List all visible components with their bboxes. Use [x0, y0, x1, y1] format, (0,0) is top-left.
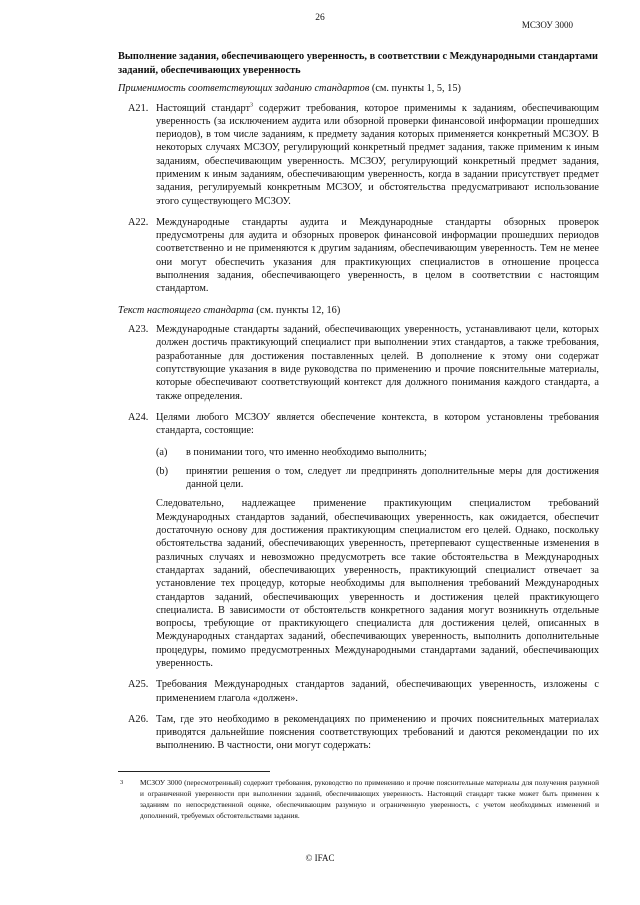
- paragraph-a24: [118, 411, 599, 438]
- paragraph-number: A22.: [128, 216, 149, 228]
- footnote-reference[interactable]: 3: [250, 102, 254, 109]
- subheading-applicability-refs: (см. пункты 1, 5, 15): [369, 83, 461, 94]
- copyright-footer: © IFAC: [305, 853, 335, 863]
- paragraph-text-continued: содержит требования, которое применимы к заданиям, обеспечивающим уверенность (за исключением аудита или обзорной проверки финансовой информации прошедших периодов), в том числе заданиям, к предмету задания которых применяется конкретный МСЗОУ. В некоторых случаях МСЗОУ, регулирующий конкретный предмет задания, также применим к иным заданиям, обеспечивающим уверенность. МСЗОУ, регулирующий конкретный предмет задания, применим к иным заданиям, обеспечивающим уверенность, когда в задании присутствует предмет задания, регулируемый конкретным МСЗОУ, и обстоятельства предусматривают использование этого существующего МСЗОУ.: [156, 102, 599, 207]
- paragraph-a24-continuation: Следовательно, надлежащее применение практикующим специалистом требований Международных стандартов заданий, обеспечивающих уверенность, как ожидается, обеспечит достаточную основу для достижения практикующим специалистом его целей. Однако, поскольку обстоятельства заданий, обеспечивающих уверенность, претерпевают существенные изменения в различных случаях и невозможно предусмотреть все такие обстоятельства в Международных стандартах заданий, обеспечивающих уверенность, практикующий специалист отвечает за установление тех процедур, которые необходимы для выполнения требований Международных стандартов заданий, обеспечивающих уверенность и достижения целей практикующего специалиста. В зависимости от обстоятельств конкретного задания могут возникнуть отдельные вопросы, требующие от практикующего специалиста для достижения целей, описанных в Международных стандартах заданий, обеспечивающих уверенность, выполнить дополнительные процедуры, помимо предусмотренных Международными стандартами заданий, обеспечивающих уверенность.: [156, 498, 599, 669]
- paragraph-text: Международные стандарты заданий, обеспечивающих уверенность, устанавливают цели, которых должен достичь практикующий специалист при выполнении этих стандартов, а также требования, разработанные для достижения поставленных целей. В дополнение к этому они содержат сопутствующие указания в виде руководства по применению и прочие пояснительные материалы, которые обеспечивают соответствующий контекст для должного понимания каждого стандарта, а также определения.: [156, 324, 599, 402]
- paragraph-text: Целями любого МСЗОУ является обеспечение контекста, в котором установлены требования стандарта, состоящие:: [156, 411, 599, 437]
- subheading-applicability: [118, 82, 599, 96]
- footnote: [118, 777, 599, 821]
- footnote-number: 3: [120, 779, 124, 786]
- paragraph-text: Там, где это необходимо в рекомендациях по применению и прочих пояснительных материалах приводятся дальнейшие пояснения соответствующих требований и даются рекомендации по их выполнению. В частности, они могут содержать:: [156, 713, 599, 752]
- subheading-text-title: Текст настоящего стандарта: [118, 304, 254, 316]
- paragraph-number: A21.: [128, 102, 149, 114]
- paragraph-a23: [118, 323, 599, 403]
- paragraph-number: A25.: [128, 679, 149, 691]
- paragraph-number: A23.: [128, 324, 149, 336]
- list-item-text: принятии решения о том, следует ли предпринять дополнительные меры для достижения данной цели.: [186, 465, 599, 491]
- footnote-text: МСЗОУ 3000 (пересмотренный) содержит требования, руководство по применению и прочие пояснительные материалы для получения разумной и ограниченной уверенности при выполнении заданий, обеспечивающих уверенность. Настоящий стандарт также может быть применен к заданиям по непосредственной оценке, обеспечивающим разумную и ограниченную уверенность, с учетом необходимых изменений и дополнений, требуемых обстоятельствами задания.: [140, 778, 599, 820]
- paragraph-text: Настоящий стандарт: [156, 102, 251, 114]
- list-item-text: в понимании того, что именно необходимо выполнить;: [186, 446, 427, 458]
- page-number: 26: [315, 13, 325, 23]
- section-heading: Выполнение задания, обеспечивающего уверенность, в соответствии с Международными стандартами заданий, обеспечивающих уверенность: [118, 51, 598, 76]
- paragraph-a25: [118, 678, 599, 705]
- document-code: МСЗОУ 3000: [521, 20, 573, 30]
- list-item-label: (b): [156, 465, 169, 477]
- paragraph-a26: [118, 713, 599, 753]
- paragraph-text: Международные стандарты аудита и Международные стандарты обзорных проверок предусмотрены для аудита и обзорных проверок финансовой информации прошедших периодов соответственно и не применяются к другим заданиям, обеспечивающим уверенность. Тем не менее они могут обеспечить указания для практикующих специалистов в отношение процесса выполнения задания, обеспечивающего уверенность, в целом в соответствии с настоящим стандартом.: [156, 216, 599, 295]
- paragraph-a21: [118, 102, 599, 208]
- subheading-text-refs: (см. пункты 12, 16): [253, 304, 341, 316]
- paragraph-number: A26.: [128, 713, 149, 725]
- list-item-label: (a): [156, 446, 168, 458]
- list-item-b: [118, 465, 599, 492]
- subheading-applicability-title: Применимость соответствующих заданию стандартов: [118, 83, 370, 94]
- paragraph-number: A24.: [128, 411, 149, 423]
- main-content: [118, 50, 599, 761]
- paragraph-a22: [118, 216, 599, 296]
- subheading-text-of-standard: [118, 304, 599, 318]
- list-item-a: [118, 446, 599, 459]
- paragraph-text: Требования Международных стандартов заданий, обеспечивающих уверенность, изложены с применением глагола «должен».: [156, 679, 599, 704]
- footnote-divider: [118, 771, 270, 772]
